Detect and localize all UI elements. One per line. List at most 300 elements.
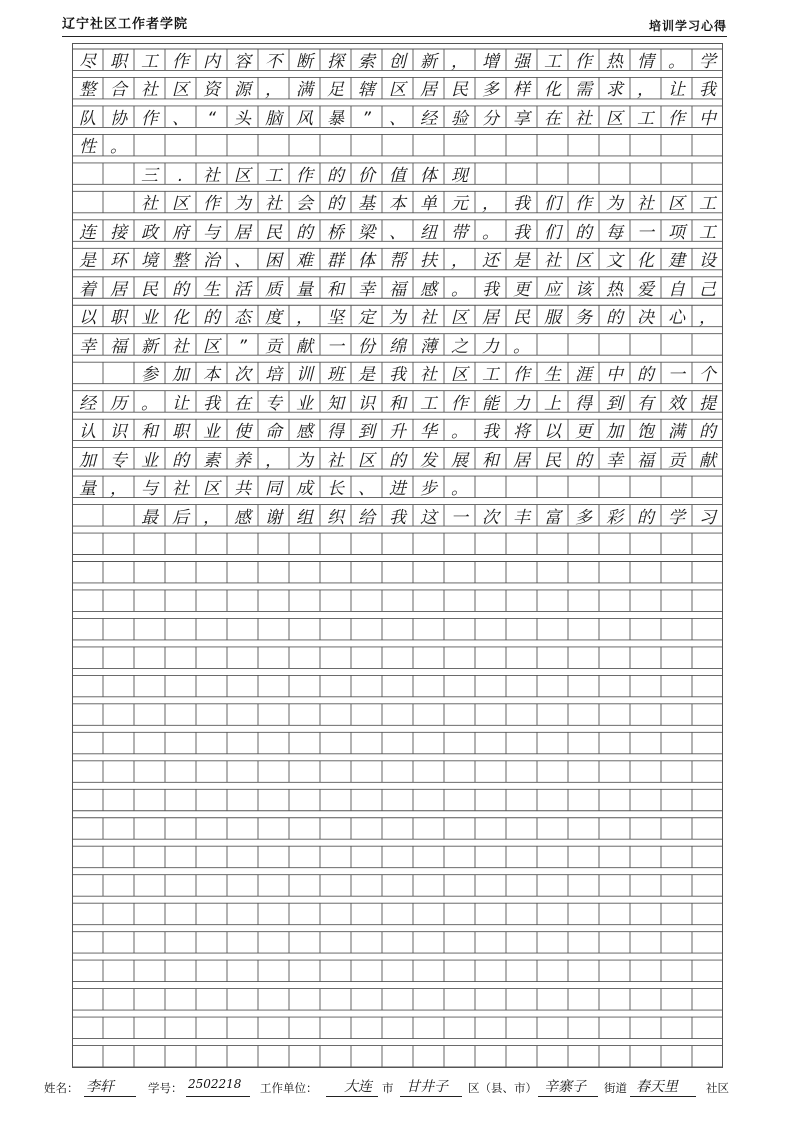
grid-char: 社	[575, 108, 592, 129]
grid-row	[72, 645, 723, 674]
grid-char: 福	[110, 336, 127, 357]
grid-char: 为	[234, 194, 251, 215]
grid-char: 值	[389, 165, 406, 186]
grid-char: 识	[358, 393, 375, 414]
grid-char: 富	[544, 507, 561, 528]
grid-row	[72, 759, 723, 788]
grid-char: 经	[420, 108, 437, 129]
grid-char: 量	[296, 279, 313, 300]
district-suffix: 区（县、市）	[468, 1081, 537, 1095]
grid-char: 贡	[265, 336, 282, 357]
grid-char: 桥	[327, 222, 344, 243]
grid-char: 与	[203, 222, 220, 243]
grid-char: 社	[203, 165, 220, 186]
work-unit-label: 工作单位：	[260, 1081, 318, 1095]
grid-char: 暴	[327, 108, 344, 129]
grid-char: 有	[637, 393, 654, 414]
grid-char: 工	[482, 365, 499, 386]
grid-char: 社	[141, 80, 158, 101]
grid-char: 工	[544, 52, 561, 72]
grid-char: 社	[637, 194, 654, 215]
grid-char: 提	[699, 393, 716, 414]
grid-char: 进	[389, 479, 406, 500]
grid-char: 我	[513, 222, 530, 243]
grid-char: 断	[296, 52, 313, 72]
grid-char: 社	[327, 450, 344, 471]
grid-row	[72, 958, 723, 987]
grid-char: 为	[296, 450, 313, 471]
grid-char: 的	[699, 422, 716, 443]
grid-char: 本	[389, 194, 406, 215]
grid-char: 化	[637, 251, 654, 272]
grid-char: 活	[234, 279, 251, 300]
grid-char: 、	[389, 222, 406, 243]
grid-char: 区	[389, 80, 406, 101]
grid-char: 与	[141, 479, 158, 500]
city-suffix: 市	[382, 1081, 394, 1095]
grid-char: 职	[172, 422, 189, 443]
grid-char: 效	[668, 393, 685, 414]
grid-char: 感	[296, 422, 313, 443]
grid-char: 治	[203, 251, 220, 272]
grid-char: 索	[358, 52, 375, 72]
grid-char: 的	[575, 222, 592, 243]
district-value: 甘井子	[406, 1079, 448, 1095]
grid-char: 足	[327, 80, 344, 101]
grid-char: 。	[451, 279, 468, 300]
grid-char: 和	[141, 422, 158, 443]
grid-char: 能	[482, 393, 499, 414]
grid-char: 幸	[606, 450, 623, 471]
grid-char: 我	[482, 422, 499, 443]
grid-char: 求	[606, 80, 623, 101]
grid-char: 工	[141, 52, 158, 72]
grid-char: 、	[234, 251, 251, 272]
grid-char: 中	[606, 365, 623, 386]
grid-char: 到	[606, 393, 623, 414]
grid-char: 验	[451, 108, 468, 129]
grid-char: ，	[482, 194, 499, 215]
grid-char: 区	[203, 479, 220, 500]
grid-char: 展	[451, 450, 468, 471]
grid-char: 的	[389, 450, 406, 471]
grid-char: 风	[296, 108, 313, 129]
grid-char: ”	[238, 336, 247, 357]
grid-char: 业	[296, 393, 313, 414]
street-value: 辛寨子	[544, 1079, 586, 1095]
grid-char: 们	[544, 194, 561, 215]
grid-char: 培	[265, 365, 282, 386]
grid-char: 力	[482, 336, 499, 357]
grid-char: ”	[362, 108, 371, 129]
grid-char: 升	[389, 422, 406, 443]
grid-char: 协	[110, 108, 127, 129]
grid-char: 共	[234, 479, 251, 500]
grid-row	[72, 104, 723, 133]
grid-char: 工	[699, 222, 716, 243]
grid-char: 还	[482, 251, 499, 272]
grid-char: 社	[544, 251, 561, 272]
grid-char: 生	[203, 279, 220, 300]
grid-row	[72, 531, 723, 560]
grid-char: 三	[141, 165, 158, 186]
grid-row	[72, 218, 723, 247]
grid-char: 我	[389, 507, 406, 528]
grid-row	[72, 1044, 723, 1073]
grid-char: 区	[172, 80, 189, 101]
grid-char: 满	[296, 80, 313, 101]
grid-char: 训	[296, 365, 313, 386]
grid-char: 感	[420, 279, 437, 300]
grid-row	[72, 816, 723, 845]
grid-row	[72, 161, 723, 190]
name-label: 姓名：	[44, 1081, 79, 1095]
grid-char: 区	[172, 194, 189, 215]
grid-char: 样	[513, 80, 530, 101]
grid-char: 性	[79, 137, 96, 158]
grid-char: 化	[172, 308, 189, 329]
grid-char: 态	[234, 308, 251, 329]
grid-row	[72, 873, 723, 902]
grid-char: 得	[575, 393, 592, 414]
grid-char: 群	[327, 251, 344, 272]
grid-char: 己	[699, 279, 716, 300]
grid-char: 情	[637, 52, 654, 72]
grid-row	[72, 588, 723, 617]
grid-char: ，	[451, 251, 468, 272]
grid-char: 认	[79, 422, 96, 443]
grid-char: 新	[141, 336, 158, 357]
grid-char: 组	[296, 507, 313, 528]
grid-char: 帮	[389, 251, 406, 272]
grid-char: 增	[482, 52, 499, 72]
grid-char: 学	[699, 52, 716, 72]
grid-char: 创	[389, 52, 406, 72]
grid-char: 素	[203, 450, 220, 471]
grid-char: 内	[203, 52, 220, 72]
grid-char: 到	[358, 422, 375, 443]
community-value: 春天里	[636, 1079, 678, 1095]
grid-char: 工	[265, 165, 282, 186]
grid-char: 工	[637, 108, 654, 129]
grid-char: 社	[141, 194, 158, 215]
student-id-value: 2502218	[188, 1077, 242, 1091]
grid-char: 是	[358, 365, 375, 386]
grid-char: 加	[606, 422, 623, 443]
grid-char: 丰	[513, 507, 530, 528]
grid-char: 社	[172, 336, 189, 357]
grid-char: 业	[203, 422, 220, 443]
grid-char: 历	[110, 393, 127, 414]
grid-char: 贡	[668, 450, 685, 471]
grid-char: 成	[296, 479, 313, 500]
grid-char: 的	[637, 365, 654, 386]
grid-char: 一	[327, 336, 344, 357]
grid-char: 脑	[265, 108, 282, 129]
grid-char: 习	[699, 507, 716, 528]
grid-char: 社	[420, 365, 437, 386]
grid-char: 。	[668, 52, 685, 72]
grid-char: 合	[110, 80, 127, 101]
grid-char: 民	[451, 80, 468, 101]
grid-char: 热	[606, 52, 623, 72]
signature-footer	[44, 1076, 764, 1102]
grid-char: 探	[327, 52, 344, 72]
grid-char: 加	[79, 450, 96, 471]
grid-char: 项	[668, 222, 685, 243]
grid-char: 谢	[265, 507, 282, 528]
grid-row	[72, 673, 723, 702]
grid-char: 坚	[327, 308, 344, 329]
grid-row	[72, 189, 723, 218]
grid-row	[72, 332, 723, 361]
grid-char: 的	[172, 279, 189, 300]
grid-char: 。	[110, 137, 127, 158]
grid-char: 单	[420, 194, 437, 215]
grid-char: 一	[637, 222, 654, 243]
student-id-label: 学号：	[148, 1081, 183, 1095]
grid-char: 居	[420, 80, 437, 101]
community-suffix: 社区	[706, 1081, 729, 1095]
grid-char: 居	[513, 450, 530, 471]
grid-char: 步	[420, 479, 437, 500]
grid-char: 和	[389, 393, 406, 414]
grid-char: ，	[451, 52, 468, 72]
grid-char: 区	[451, 365, 468, 386]
grid-char: 的	[172, 450, 189, 471]
grid-char: 资	[203, 80, 220, 101]
grid-char: ，	[203, 507, 220, 528]
grid-char: 命	[265, 422, 282, 443]
grid-char: 使	[234, 422, 251, 443]
grid-char: 个	[699, 365, 716, 386]
grid-char: 为	[606, 194, 623, 215]
grid-char: 纽	[420, 222, 437, 243]
grid-char: 区	[234, 165, 251, 186]
grid-char: 份	[358, 336, 375, 357]
grid-char: 。	[513, 336, 530, 357]
grid-char: 应	[544, 279, 561, 300]
grid-char: 价	[358, 165, 375, 186]
grid-char: 源	[234, 80, 251, 101]
grid-char: 工	[699, 194, 716, 215]
grid-row	[72, 930, 723, 959]
grid-char: 让	[172, 393, 189, 414]
grid-char: 们	[544, 222, 561, 243]
grid-char: ，	[296, 308, 313, 329]
grid-char: 作	[141, 108, 158, 129]
grid-row	[72, 901, 723, 930]
grid-char: 的	[637, 507, 654, 528]
grid-char: 以	[79, 308, 96, 329]
grid-char: 难	[296, 251, 313, 272]
grid-char: 元	[451, 194, 468, 215]
grid-char: 体	[420, 165, 437, 186]
grid-char: 居	[234, 222, 251, 243]
grid-char: 。	[451, 479, 468, 500]
grid-char: 我	[203, 393, 220, 414]
grid-char: 定	[358, 308, 375, 329]
grid-char: 。	[482, 222, 499, 243]
grid-char: 民	[513, 308, 530, 329]
grid-char: 工	[420, 393, 437, 414]
grid-char: 服	[544, 308, 561, 329]
grid-char: 、	[172, 108, 189, 129]
grid-char: 作	[575, 194, 592, 215]
grid-char: 多	[482, 80, 499, 101]
grid-row	[72, 132, 723, 161]
grid-char: 作	[575, 52, 592, 72]
grid-row	[72, 616, 723, 645]
grid-char: 该	[575, 279, 592, 300]
grid-char: 是	[79, 251, 96, 272]
grid-row	[72, 417, 723, 446]
grid-char: 容	[234, 52, 251, 72]
grid-row	[72, 474, 723, 503]
grid-row	[72, 987, 723, 1016]
grid-row	[72, 47, 723, 76]
grid-char: 的	[327, 165, 344, 186]
grid-char: 经	[79, 393, 96, 414]
grid-char: 中	[699, 108, 716, 129]
grid-char: 本	[203, 365, 220, 386]
grid-char: 次	[482, 507, 499, 528]
grid-char: 和	[482, 450, 499, 471]
grid-char: 更	[513, 279, 530, 300]
grid-char: 涯	[575, 365, 592, 386]
grid-char: 梁	[358, 222, 375, 243]
grid-char: 在	[544, 108, 561, 129]
grid-char: 新	[420, 52, 437, 72]
grid-char: 为	[389, 308, 406, 329]
city-value: 大连	[344, 1079, 372, 1095]
grid-char: 会	[296, 194, 313, 215]
grid-char: 区	[451, 308, 468, 329]
grid-char: 的	[575, 450, 592, 471]
grid-char: ，	[265, 450, 282, 471]
grid-char: 作	[451, 393, 468, 414]
grid-char: 每	[606, 222, 623, 243]
grid-char: 作	[668, 108, 685, 129]
grid-char: “	[207, 108, 216, 129]
grid-char: 上	[544, 393, 561, 414]
grid-char: 府	[172, 222, 189, 243]
grid-char: 政	[141, 222, 158, 243]
grid-char: 环	[110, 251, 127, 272]
grid-char: 彩	[606, 507, 623, 528]
grid-char: 专	[265, 393, 282, 414]
grid-char: 生	[544, 365, 561, 386]
street-suffix: 街道	[604, 1081, 627, 1095]
grid-char: 需	[575, 80, 592, 101]
grid-char: 区	[203, 336, 220, 357]
grid-row	[72, 730, 723, 759]
grid-char: 整	[172, 251, 189, 272]
grid-char: 养	[234, 450, 251, 471]
grid-char: ，	[110, 479, 127, 500]
grid-char: 知	[327, 393, 344, 414]
grid-char: 绵	[389, 336, 406, 357]
grid-char: 职	[110, 308, 127, 329]
grid-char: 区	[606, 108, 623, 129]
grid-char: 整	[79, 80, 96, 101]
grid-char: ，	[265, 80, 282, 101]
grid-char: 华	[420, 422, 437, 443]
grid-row	[72, 360, 723, 389]
grid-char: 更	[575, 422, 592, 443]
grid-char: 力	[513, 393, 530, 414]
grid-char: 参	[141, 365, 158, 386]
grid-char: 度	[265, 308, 282, 329]
grid-char: 享	[513, 108, 530, 129]
grid-char: 民	[265, 222, 282, 243]
grid-char: 体	[358, 251, 375, 272]
grid-char: 同	[265, 479, 282, 500]
grid-row	[72, 303, 723, 332]
grid-char: 辖	[358, 80, 375, 101]
grid-char: 发	[420, 450, 437, 471]
writing-grid	[72, 43, 723, 1068]
document-type: 培训学习心得	[648, 19, 727, 33]
grid-char: 尽	[79, 52, 96, 72]
grid-char: 福	[637, 450, 654, 471]
grid-char: 分	[482, 108, 499, 129]
grid-char: 作	[513, 365, 530, 386]
grid-char: 社	[172, 479, 189, 500]
grid-char: ，	[637, 80, 654, 101]
grid-row	[72, 1015, 723, 1044]
grid-char: 作	[172, 52, 189, 72]
grid-char: 区	[358, 450, 375, 471]
grid-row	[72, 246, 723, 275]
grid-char: 识	[110, 422, 127, 443]
grid-row	[72, 446, 723, 475]
grid-char: 一	[451, 507, 468, 528]
grid-char: 薄	[420, 336, 437, 357]
grid-char: 以	[544, 422, 561, 443]
grid-char: 幸	[358, 279, 375, 300]
grid-char: 设	[699, 251, 716, 272]
grid-row	[72, 560, 723, 589]
grid-char: 的	[327, 194, 344, 215]
grid-char: 次	[234, 365, 251, 386]
grid-char: 职	[110, 52, 127, 72]
grid-char: 社	[420, 308, 437, 329]
grid-char: 织	[327, 507, 344, 528]
grid-char: 满	[668, 422, 685, 443]
institution-name: 辽宁社区工作者学院	[62, 17, 189, 32]
grid-char: 基	[358, 194, 375, 215]
grid-char: 着	[79, 279, 96, 300]
grid-char: 献	[296, 336, 313, 357]
grid-char: 、	[389, 108, 406, 129]
grid-char: ，	[699, 308, 716, 329]
grid-char: 将	[513, 422, 530, 443]
grid-char: 现	[451, 165, 468, 186]
grid-char: 的	[606, 308, 623, 329]
grid-row	[72, 503, 723, 532]
grid-char: 心	[668, 308, 685, 329]
grid-char: 专	[110, 450, 127, 471]
grid-char: 最	[141, 507, 158, 528]
grid-char: 建	[668, 251, 685, 272]
grid-char: 在	[234, 393, 251, 414]
grid-char: 困	[265, 251, 282, 272]
grid-char: 。	[451, 422, 468, 443]
grid-char: 感	[234, 507, 251, 528]
grid-char: 化	[544, 80, 561, 101]
grid-char: 区	[575, 251, 592, 272]
